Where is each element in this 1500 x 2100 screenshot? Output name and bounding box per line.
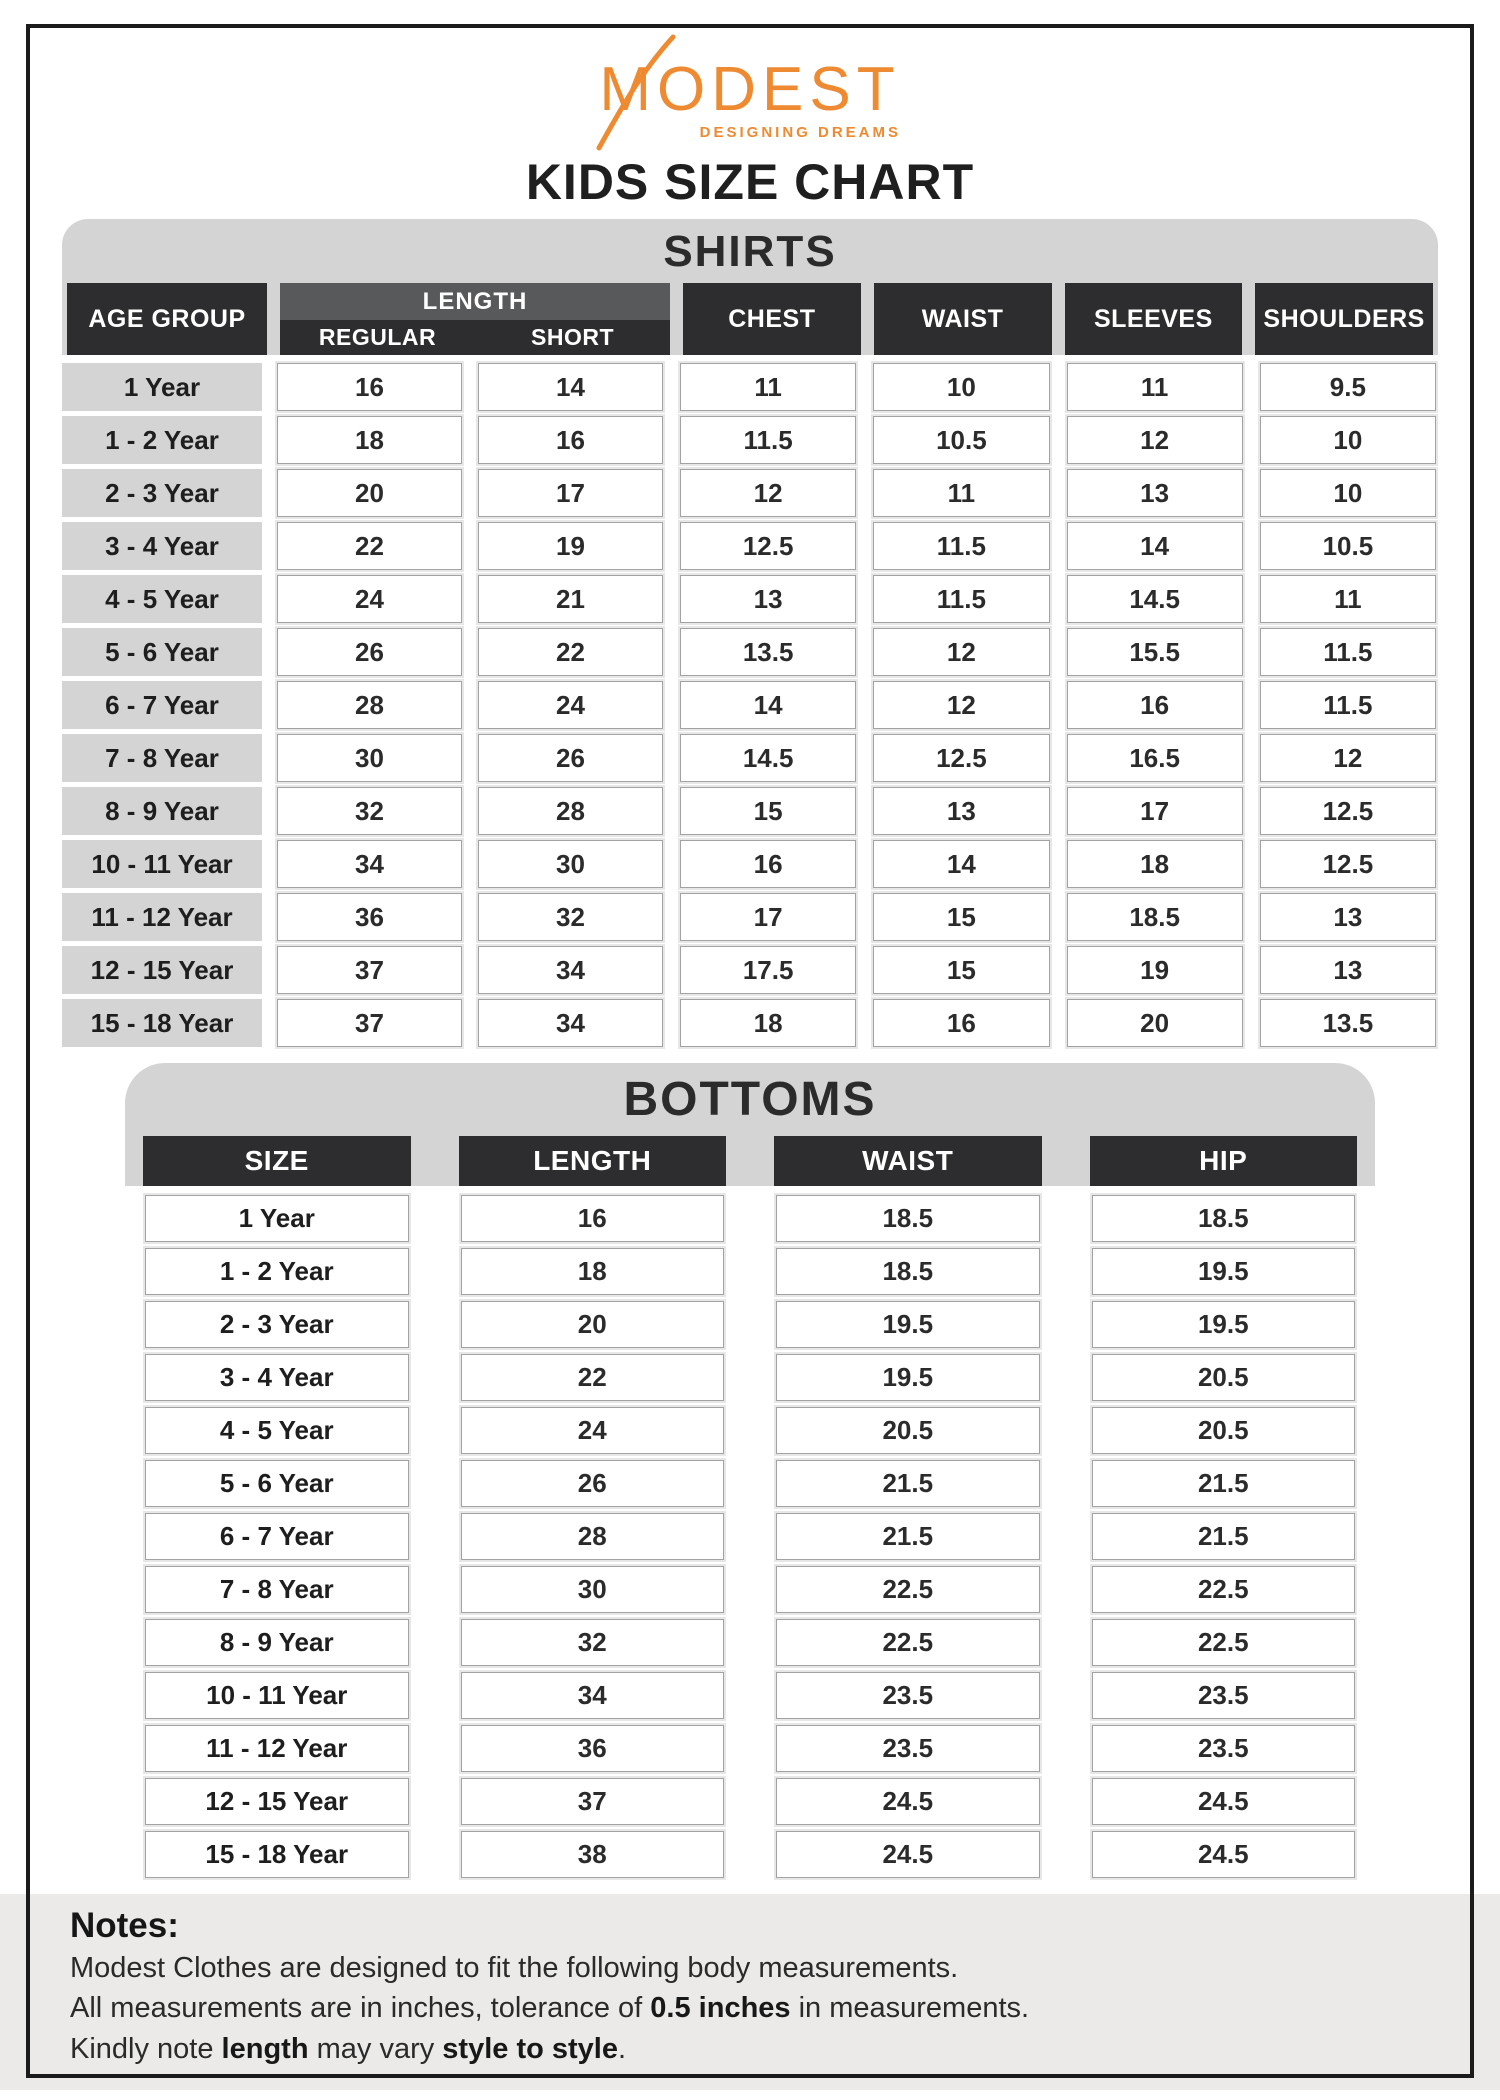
shoulders-cell: 13 <box>1260 946 1436 994</box>
bottoms-section <box>125 1063 1375 1877</box>
waist-cell: 16 <box>873 999 1049 1047</box>
length-cell: 18 <box>461 1248 725 1295</box>
length-cell: 34 <box>461 1672 725 1719</box>
age-group-cell: 5 - 6 Year <box>62 628 262 676</box>
length-cells <box>275 469 665 517</box>
length-cell: 36 <box>461 1725 725 1772</box>
sleeves-cell: 13 <box>1067 469 1243 517</box>
bottoms-header-row <box>143 1136 1357 1186</box>
chest-cell: 14.5 <box>680 734 856 782</box>
bottoms-header-band <box>125 1063 1375 1185</box>
shirts-table-row <box>62 522 1438 570</box>
sleeves-cell: 14.5 <box>1067 575 1243 623</box>
length-cells <box>275 840 665 888</box>
length-cells <box>275 946 665 994</box>
waist-cell: 11.5 <box>873 575 1049 623</box>
age-group-cell: 1 Year <box>62 363 262 411</box>
waist-cell: 12 <box>873 681 1049 729</box>
length-short-cell: 28 <box>478 787 663 835</box>
waist-cell: 23.5 <box>776 1725 1040 1772</box>
length-short-cell: 19 <box>478 522 663 570</box>
length-subheaders <box>280 320 670 355</box>
waist-cell: 15 <box>873 946 1049 994</box>
sleeves-cell: 16.5 <box>1067 734 1243 782</box>
shoulders-cell: 13 <box>1260 893 1436 941</box>
shirts-table-row <box>62 734 1438 782</box>
age-group-cell: 7 - 8 Year <box>62 734 262 782</box>
bottoms-table-row <box>143 1248 1357 1295</box>
size-cell: 8 - 9 Year <box>145 1619 409 1666</box>
waist-cell: 19.5 <box>776 1354 1040 1401</box>
shoulders-cell: 12 <box>1260 734 1436 782</box>
sleeves-cell: 18.5 <box>1067 893 1243 941</box>
length-short-cell: 24 <box>478 681 663 729</box>
column-header-age-group: AGE GROUP <box>67 283 267 355</box>
sleeves-cell: 17 <box>1067 787 1243 835</box>
shirts-table-row <box>62 787 1438 835</box>
waist-cell: 15 <box>873 893 1049 941</box>
bottoms-table-row <box>143 1831 1357 1878</box>
waist-cell: 23.5 <box>776 1672 1040 1719</box>
shoulders-cell: 10 <box>1260 416 1436 464</box>
sleeves-cell: 15.5 <box>1067 628 1243 676</box>
hip-cell: 21.5 <box>1092 1513 1356 1560</box>
hip-cell: 24.5 <box>1092 1831 1356 1878</box>
waist-cell: 19.5 <box>776 1301 1040 1348</box>
length-cell: 24 <box>461 1407 725 1454</box>
sleeves-cell: 12 <box>1067 416 1243 464</box>
brand-name: MODEST <box>599 55 901 124</box>
chest-cell: 12 <box>680 469 856 517</box>
length-cell: 37 <box>461 1778 725 1825</box>
brand-logo <box>0 0 1500 157</box>
column-header-hip: HIP <box>1090 1136 1358 1186</box>
length-regular-cell: 34 <box>277 840 462 888</box>
length-cells <box>275 681 665 729</box>
chest-cell: 13.5 <box>680 628 856 676</box>
length-cell: 32 <box>461 1619 725 1666</box>
sleeves-cell: 14 <box>1067 522 1243 570</box>
length-cell: 22 <box>461 1354 725 1401</box>
shirts-header-band <box>62 219 1438 355</box>
chest-cell: 16 <box>680 840 856 888</box>
length-short-cell: 26 <box>478 734 663 782</box>
age-group-cell: 3 - 4 Year <box>62 522 262 570</box>
shirts-table-row <box>62 416 1438 464</box>
length-short-cell: 22 <box>478 628 663 676</box>
bottoms-table-row <box>143 1778 1357 1825</box>
length-short-cell: 14 <box>478 363 663 411</box>
length-short-cell: 34 <box>478 999 663 1047</box>
shirts-table-row <box>62 840 1438 888</box>
length-regular-cell: 24 <box>277 575 462 623</box>
age-group-cell: 1 - 2 Year <box>62 416 262 464</box>
hip-cell: 22.5 <box>1092 1566 1356 1613</box>
waist-cell: 10 <box>873 363 1049 411</box>
length-regular-cell: 30 <box>277 734 462 782</box>
hip-cell: 23.5 <box>1092 1672 1356 1719</box>
hip-cell: 20.5 <box>1092 1354 1356 1401</box>
shirts-table-row <box>62 893 1438 941</box>
length-regular-cell: 37 <box>277 946 462 994</box>
notes-lines <box>70 1950 1430 2069</box>
notes-section <box>0 1894 1500 2090</box>
length-regular-cell: 32 <box>277 787 462 835</box>
shirts-section <box>62 219 1438 1047</box>
column-header-shoulders: SHOULDERS <box>1255 283 1433 355</box>
chest-cell: 13 <box>680 575 856 623</box>
length-cells <box>275 575 665 623</box>
length-cell: 38 <box>461 1831 725 1878</box>
size-cell: 11 - 12 Year <box>145 1725 409 1772</box>
column-header-size: SIZE <box>143 1136 411 1186</box>
hip-cell: 18.5 <box>1092 1195 1356 1242</box>
waist-cell: 24.5 <box>776 1831 1040 1878</box>
chest-cell: 17.5 <box>680 946 856 994</box>
waist-cell: 11 <box>873 469 1049 517</box>
length-cells <box>275 893 665 941</box>
waist-cell: 22.5 <box>776 1566 1040 1613</box>
age-group-cell: 2 - 3 Year <box>62 469 262 517</box>
hip-cell: 19.5 <box>1092 1248 1356 1295</box>
shirts-table-row <box>62 999 1438 1047</box>
shoulders-cell: 12.5 <box>1260 787 1436 835</box>
size-cell: 12 - 15 Year <box>145 1778 409 1825</box>
age-group-cell: 12 - 15 Year <box>62 946 262 994</box>
chest-cell: 18 <box>680 999 856 1047</box>
waist-cell: 18.5 <box>776 1248 1040 1295</box>
length-cell: 30 <box>461 1566 725 1613</box>
sleeves-cell: 18 <box>1067 840 1243 888</box>
length-short-cell: 34 <box>478 946 663 994</box>
chest-cell: 15 <box>680 787 856 835</box>
size-cell: 4 - 5 Year <box>145 1407 409 1454</box>
age-group-cell: 15 - 18 Year <box>62 999 262 1047</box>
note-line: All measurements are in inches, tolerance of 0.5 inches in measurements. <box>70 1992 1030 2025</box>
chest-cell: 12.5 <box>680 522 856 570</box>
length-short-cell: 32 <box>478 893 663 941</box>
shirts-table-row <box>62 575 1438 623</box>
shirts-rows <box>62 363 1438 1047</box>
brand-tagline: DESIGNING DREAMS <box>699 124 901 141</box>
waist-cell: 20.5 <box>776 1407 1040 1454</box>
shirts-header-row <box>67 283 1433 355</box>
hip-cell: 23.5 <box>1092 1725 1356 1772</box>
bottoms-table-row <box>143 1619 1357 1666</box>
column-header-length-group <box>280 283 670 355</box>
length-regular-cell: 37 <box>277 999 462 1047</box>
column-header-regular: REGULAR <box>318 324 437 351</box>
length-cells <box>275 787 665 835</box>
age-group-cell: 11 - 12 Year <box>62 893 262 941</box>
bottoms-table-row <box>143 1566 1357 1613</box>
waist-cell: 12 <box>873 628 1049 676</box>
length-short-cell: 16 <box>478 416 663 464</box>
length-cells <box>275 999 665 1047</box>
shoulders-cell: 11.5 <box>1260 628 1436 676</box>
bottoms-table-row <box>143 1460 1357 1507</box>
length-short-cell: 17 <box>478 469 663 517</box>
length-cell: 26 <box>461 1460 725 1507</box>
size-cell: 10 - 11 Year <box>145 1672 409 1719</box>
hip-cell: 21.5 <box>1092 1460 1356 1507</box>
sleeves-cell: 16 <box>1067 681 1243 729</box>
age-group-cell: 6 - 7 Year <box>62 681 262 729</box>
sleeves-cell: 11 <box>1067 363 1243 411</box>
length-cell: 16 <box>461 1195 725 1242</box>
sleeves-cell: 19 <box>1067 946 1243 994</box>
length-regular-cell: 36 <box>277 893 462 941</box>
length-cells <box>275 363 665 411</box>
shirts-table-row <box>62 363 1438 411</box>
age-group-cell: 8 - 9 Year <box>62 787 262 835</box>
length-cells <box>275 416 665 464</box>
shoulders-cell: 11.5 <box>1260 681 1436 729</box>
chest-cell: 14 <box>680 681 856 729</box>
bottoms-table-row <box>143 1195 1357 1242</box>
column-header-waist: WAIST <box>774 1136 1042 1186</box>
bottoms-table-row <box>143 1725 1357 1772</box>
page-title: KIDS SIZE CHART <box>525 154 975 210</box>
bottoms-table-row <box>143 1672 1357 1719</box>
hip-cell: 20.5 <box>1092 1407 1356 1454</box>
bottoms-table-row <box>143 1513 1357 1560</box>
waist-cell: 24.5 <box>776 1778 1040 1825</box>
shoulders-cell: 10.5 <box>1260 522 1436 570</box>
waist-cell: 21.5 <box>776 1460 1040 1507</box>
shirts-section-title: SHIRTS <box>663 227 837 276</box>
length-regular-cell: 22 <box>277 522 462 570</box>
modest-logo-graphic <box>515 34 985 152</box>
age-group-cell: 10 - 11 Year <box>62 840 262 888</box>
note-line: Kindly note length may vary style to style. <box>70 2032 627 2065</box>
size-cell: 2 - 3 Year <box>145 1301 409 1348</box>
hip-cell: 22.5 <box>1092 1619 1356 1666</box>
chest-cell: 17 <box>680 893 856 941</box>
shirts-table-row <box>62 628 1438 676</box>
size-cell: 3 - 4 Year <box>145 1354 409 1401</box>
age-group-cell: 4 - 5 Year <box>62 575 262 623</box>
bottoms-table-row <box>143 1354 1357 1401</box>
waist-cell: 10.5 <box>873 416 1049 464</box>
hip-cell: 24.5 <box>1092 1778 1356 1825</box>
length-short-cell: 21 <box>478 575 663 623</box>
column-header-sleeves: SLEEVES <box>1065 283 1243 355</box>
sleeves-cell: 20 <box>1067 999 1243 1047</box>
chest-cell: 11.5 <box>680 416 856 464</box>
bottoms-section-title: BOTTOMS <box>623 1073 877 1127</box>
length-regular-cell: 16 <box>277 363 462 411</box>
column-header-short: SHORT <box>531 324 614 351</box>
length-regular-cell: 18 <box>277 416 462 464</box>
shoulders-cell: 12.5 <box>1260 840 1436 888</box>
shoulders-cell: 10 <box>1260 469 1436 517</box>
shoulders-cell: 11 <box>1260 575 1436 623</box>
length-cell: 20 <box>461 1301 725 1348</box>
column-header-chest: CHEST <box>683 283 861 355</box>
waist-cell: 18.5 <box>776 1195 1040 1242</box>
shirts-table-row <box>62 469 1438 517</box>
length-cells <box>275 628 665 676</box>
length-cell: 28 <box>461 1513 725 1560</box>
notes-title: Notes: <box>70 1905 179 1945</box>
length-regular-cell: 26 <box>277 628 462 676</box>
waist-cell: 13 <box>873 787 1049 835</box>
column-header-length: LENGTH <box>280 283 670 320</box>
chest-cell: 11 <box>680 363 856 411</box>
bottoms-table-row <box>143 1301 1357 1348</box>
length-cells <box>275 522 665 570</box>
bottoms-table-row <box>143 1407 1357 1454</box>
waist-cell: 21.5 <box>776 1513 1040 1560</box>
hip-cell: 19.5 <box>1092 1301 1356 1348</box>
size-cell: 7 - 8 Year <box>145 1566 409 1613</box>
size-cell: 1 - 2 Year <box>145 1248 409 1295</box>
size-cell: 5 - 6 Year <box>145 1460 409 1507</box>
column-header-length: LENGTH <box>459 1136 727 1186</box>
shirts-table-row <box>62 681 1438 729</box>
bottoms-rows <box>125 1195 1375 1878</box>
waist-cell: 12.5 <box>873 734 1049 782</box>
shoulders-cell: 9.5 <box>1260 363 1436 411</box>
size-cell: 1 Year <box>145 1195 409 1242</box>
column-header-waist: WAIST <box>874 283 1052 355</box>
size-cell: 6 - 7 Year <box>145 1513 409 1560</box>
size-cell: 15 - 18 Year <box>145 1831 409 1878</box>
shirts-table-row <box>62 946 1438 994</box>
length-regular-cell: 28 <box>277 681 462 729</box>
length-regular-cell: 20 <box>277 469 462 517</box>
waist-cell: 11.5 <box>873 522 1049 570</box>
waist-cell: 14 <box>873 840 1049 888</box>
note-line: Modest Clothes are designed to fit the following body measurements. <box>70 1951 959 1984</box>
shoulders-cell: 13.5 <box>1260 999 1436 1047</box>
length-short-cell: 30 <box>478 840 663 888</box>
length-cells <box>275 734 665 782</box>
waist-cell: 22.5 <box>776 1619 1040 1666</box>
